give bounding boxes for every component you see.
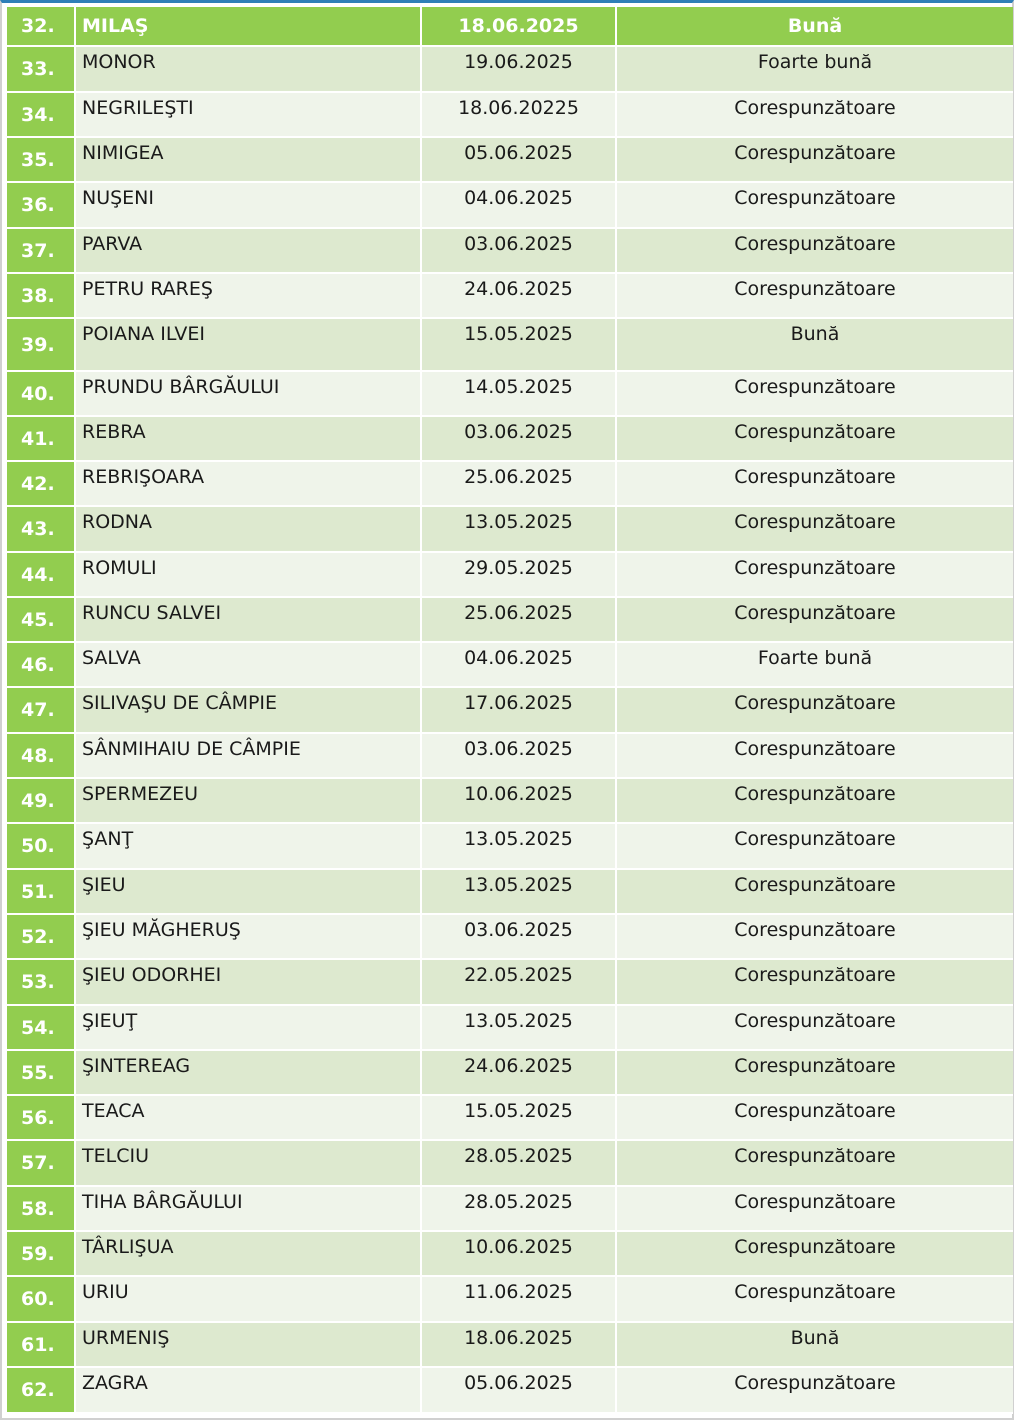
quality-rating: Corespunzătoare xyxy=(617,960,1013,1006)
quality-rating: Corespunzătoare xyxy=(617,870,1013,915)
analysis-date: 04.06.2025 xyxy=(422,183,615,229)
row-number: 51. xyxy=(7,870,74,915)
quality-rating: Corespunzătoare xyxy=(617,915,1013,960)
locality-name: REBRIŞOARA xyxy=(76,462,420,507)
table-row xyxy=(7,824,1013,870)
locality-name: PARVA xyxy=(76,229,420,274)
row-number: 50. xyxy=(7,824,74,870)
analysis-date: 18.06.2025 xyxy=(422,7,615,47)
locality-name: ŞINTEREAG xyxy=(76,1051,420,1096)
row-number: 49. xyxy=(7,779,74,824)
locality-name: MONOR xyxy=(76,47,420,93)
analysis-date: 03.06.2025 xyxy=(422,417,615,462)
analysis-date: 10.06.2025 xyxy=(422,779,615,824)
table-row xyxy=(7,93,1013,138)
quality-rating: Corespunzătoare xyxy=(617,598,1013,643)
table-row xyxy=(7,643,1013,688)
locality-name: PRUNDU BÂRGĂULUI xyxy=(76,372,420,417)
locality-name: URIU xyxy=(76,1277,420,1323)
table-row xyxy=(7,47,1013,93)
quality-rating: Corespunzătoare xyxy=(617,417,1013,462)
locality-name: ROMULI xyxy=(76,553,420,598)
locality-name: RUNCU SALVEI xyxy=(76,598,420,643)
row-number: 40. xyxy=(7,372,74,417)
locality-name: POIANA ILVEI xyxy=(76,319,420,372)
analysis-date: 18.06.20225 xyxy=(422,93,615,138)
table-row xyxy=(7,734,1013,779)
table-row xyxy=(7,1051,1013,1096)
locality-name: ŞANŢ xyxy=(76,824,420,870)
table-row xyxy=(7,1096,1013,1141)
row-number: 57. xyxy=(7,1141,74,1187)
locality-name: ŞIEU MĂGHERUŞ xyxy=(76,915,420,960)
locality-name: SILIVAŞU DE CÂMPIE xyxy=(76,688,420,734)
quality-rating: Corespunzătoare xyxy=(617,462,1013,507)
row-number: 38. xyxy=(7,274,74,319)
quality-rating: Corespunzătoare xyxy=(617,183,1013,229)
analysis-date: 22.05.2025 xyxy=(422,960,615,1006)
locality-name: ŞIEU ODORHEI xyxy=(76,960,420,1006)
table-row xyxy=(7,183,1013,229)
locality-name: ŞIEUŢ xyxy=(76,1006,420,1051)
quality-rating: Bună xyxy=(617,319,1013,372)
analysis-date: 18.06.2025 xyxy=(422,1323,615,1368)
locality-name: SÂNMIHAIU DE CÂMPIE xyxy=(76,734,420,779)
locality-name: NIMIGEA xyxy=(76,138,420,183)
table-row xyxy=(7,372,1013,417)
locality-name: URMENIŞ xyxy=(76,1323,420,1368)
table-row xyxy=(7,7,1013,47)
analysis-date: 29.05.2025 xyxy=(422,553,615,598)
quality-rating: Corespunzătoare xyxy=(617,1096,1013,1141)
table-row xyxy=(7,1006,1013,1051)
row-number: 56. xyxy=(7,1096,74,1141)
table-row xyxy=(7,1277,1013,1323)
locality-name: NEGRILEŞTI xyxy=(76,93,420,138)
row-number: 52. xyxy=(7,915,74,960)
row-number: 33. xyxy=(7,47,74,93)
table-row xyxy=(7,870,1013,915)
quality-rating: Corespunzătoare xyxy=(617,1232,1013,1277)
analysis-date: 13.05.2025 xyxy=(422,870,615,915)
analysis-date: 13.05.2025 xyxy=(422,824,615,870)
analysis-date: 14.05.2025 xyxy=(422,372,615,417)
table-body xyxy=(7,7,1013,1414)
locality-name: REBRA xyxy=(76,417,420,462)
table-row xyxy=(7,1232,1013,1277)
table-row xyxy=(7,915,1013,960)
table-row xyxy=(7,319,1013,372)
table-row xyxy=(7,138,1013,183)
row-number: 62. xyxy=(7,1368,74,1414)
quality-rating: Corespunzătoare xyxy=(617,93,1013,138)
locality-name: TELCIU xyxy=(76,1141,420,1187)
analysis-date: 19.06.2025 xyxy=(422,47,615,93)
quality-rating: Foarte bună xyxy=(617,47,1013,93)
quality-rating: Corespunzătoare xyxy=(617,779,1013,824)
table-row xyxy=(7,598,1013,643)
row-number: 45. xyxy=(7,598,74,643)
row-number: 54. xyxy=(7,1006,74,1051)
analysis-date: 24.06.2025 xyxy=(422,1051,615,1096)
analysis-date: 24.06.2025 xyxy=(422,274,615,319)
analysis-date: 15.05.2025 xyxy=(422,1096,615,1141)
locality-name: PETRU RAREŞ xyxy=(76,274,420,319)
locality-name: SALVA xyxy=(76,643,420,688)
quality-rating: Corespunzătoare xyxy=(617,734,1013,779)
row-number: 53. xyxy=(7,960,74,1006)
row-number: 58. xyxy=(7,1187,74,1232)
analysis-date: 17.06.2025 xyxy=(422,688,615,734)
row-number: 35. xyxy=(7,138,74,183)
analysis-date: 28.05.2025 xyxy=(422,1187,615,1232)
table-row xyxy=(7,229,1013,274)
analysis-date: 05.06.2025 xyxy=(422,138,615,183)
row-number: 47. xyxy=(7,688,74,734)
row-number: 34. xyxy=(7,93,74,138)
quality-rating: Corespunzătoare xyxy=(617,1277,1013,1323)
analysis-date: 11.06.2025 xyxy=(422,1277,615,1323)
table-row xyxy=(7,462,1013,507)
table-row xyxy=(7,507,1013,553)
analysis-date: 13.05.2025 xyxy=(422,507,615,553)
analysis-date: 03.06.2025 xyxy=(422,229,615,274)
quality-rating: Corespunzătoare xyxy=(617,372,1013,417)
table-row xyxy=(7,1368,1013,1414)
quality-rating: Corespunzătoare xyxy=(617,824,1013,870)
analysis-date: 03.06.2025 xyxy=(422,734,615,779)
quality-rating: Bună xyxy=(617,7,1013,47)
row-number: 61. xyxy=(7,1323,74,1368)
row-number: 55. xyxy=(7,1051,74,1096)
table-row xyxy=(7,417,1013,462)
row-number: 39. xyxy=(7,319,74,372)
table-row xyxy=(7,1141,1013,1187)
analysis-date: 15.05.2025 xyxy=(422,319,615,372)
quality-rating: Corespunzătoare xyxy=(617,553,1013,598)
locality-name: NUŞENI xyxy=(76,183,420,229)
analysis-date: 25.06.2025 xyxy=(422,598,615,643)
quality-rating: Corespunzătoare xyxy=(617,507,1013,553)
table-row xyxy=(7,1187,1013,1232)
quality-rating: Corespunzătoare xyxy=(617,1006,1013,1051)
quality-rating: Corespunzătoare xyxy=(617,138,1013,183)
row-number: 37. xyxy=(7,229,74,274)
quality-rating: Corespunzătoare xyxy=(617,1051,1013,1096)
analysis-date: 04.06.2025 xyxy=(422,643,615,688)
row-number: 41. xyxy=(7,417,74,462)
locality-name: TIHA BÂRGĂULUI xyxy=(76,1187,420,1232)
locality-name: MILAŞ xyxy=(76,7,420,47)
analysis-date: 03.06.2025 xyxy=(422,915,615,960)
quality-rating: Corespunzătoare xyxy=(617,274,1013,319)
row-number: 43. xyxy=(7,507,74,553)
analysis-date: 25.06.2025 xyxy=(422,462,615,507)
analysis-date: 05.06.2025 xyxy=(422,1368,615,1414)
table-row xyxy=(7,779,1013,824)
table-row xyxy=(7,553,1013,598)
row-number: 59. xyxy=(7,1232,74,1277)
row-number: 48. xyxy=(7,734,74,779)
quality-rating: Corespunzătoare xyxy=(617,229,1013,274)
row-number: 44. xyxy=(7,553,74,598)
table-row xyxy=(7,274,1013,319)
quality-rating: Corespunzătoare xyxy=(617,1368,1013,1414)
locality-name: TEACA xyxy=(76,1096,420,1141)
row-number: 32. xyxy=(7,7,74,47)
locality-name: ZAGRA xyxy=(76,1368,420,1414)
row-number: 46. xyxy=(7,643,74,688)
quality-rating: Corespunzătoare xyxy=(617,1141,1013,1187)
analysis-date: 10.06.2025 xyxy=(422,1232,615,1277)
analysis-date: 28.05.2025 xyxy=(422,1141,615,1187)
quality-rating: Corespunzătoare xyxy=(617,1187,1013,1232)
locality-name: ŞIEU xyxy=(76,870,420,915)
quality-rating: Corespunzătoare xyxy=(617,688,1013,734)
locality-name: TÂRLIŞUA xyxy=(76,1232,420,1277)
table-row xyxy=(7,960,1013,1006)
quality-rating: Bună xyxy=(617,1323,1013,1368)
quality-rating: Foarte bună xyxy=(617,643,1013,688)
row-number: 60. xyxy=(7,1277,74,1323)
table-row xyxy=(7,688,1013,734)
analysis-date: 13.05.2025 xyxy=(422,1006,615,1051)
locality-name: RODNA xyxy=(76,507,420,553)
locality-name: SPERMEZEU xyxy=(76,779,420,824)
row-number: 42. xyxy=(7,462,74,507)
water-quality-table xyxy=(5,7,1014,1414)
row-number: 36. xyxy=(7,183,74,229)
table-row xyxy=(7,1323,1013,1368)
